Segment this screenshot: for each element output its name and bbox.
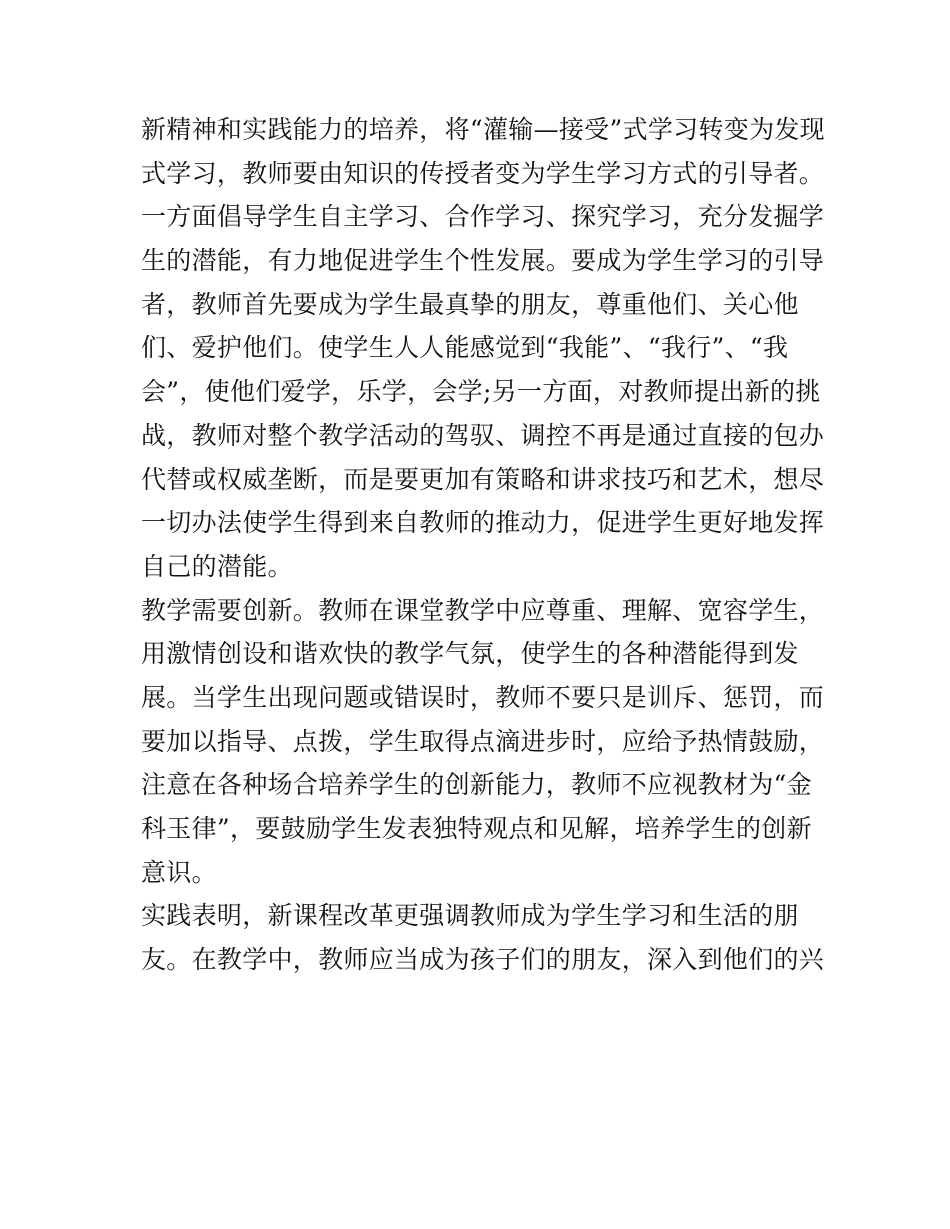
text-line: 式学习，教师要由知识的传授者变为学生学习方式的引导者。 xyxy=(141,158,825,188)
text-line: 新精神和实践能力的培养，将“灌输—接受”式学习转变为发现 xyxy=(141,115,825,144)
text-line: 展。当学生出现问题或错误时，教师不要只是训斥、惩罚，而 xyxy=(141,682,825,712)
text-line: 注意在各种场合培养学生的创新能力，教师不应视教材为“金 xyxy=(141,770,812,800)
text-line: 自己的潜能。 xyxy=(141,551,293,581)
text-line: 科玉律”，要鼓励学生发表独特观点和见解，培养学生的创新 xyxy=(141,814,812,843)
text-line: 教学需要创新。教师在课堂教学中应尊重、理解、宽容学生， xyxy=(141,595,825,625)
text-line: 意识。 xyxy=(141,857,217,887)
text-line: 友。在教学中，教师应当成为孩子们的朋友，深入到他们的兴 xyxy=(141,945,825,975)
text-line: 们、爱护他们。使学生人人能感觉到“我能”、“我行”、“我 xyxy=(141,333,789,363)
text-line: 要加以指导、点拨，学生取得点滴进步时，应给予热情鼓励， xyxy=(141,726,825,756)
text-line: 实践表明，新课程改革更强调教师成为学生学习和生活的朋 xyxy=(141,901,799,931)
text-line: 用激情创设和谐欢快的教学气氛，使学生的各种潜能得到发 xyxy=(141,639,799,669)
text-line: 生的潜能，有力地促进学生个性发展。要成为学生学习的引导 xyxy=(141,246,825,276)
text-line: 会”，使他们爱学，乐学，会学;另一方面，对教师提出新的挑 xyxy=(141,377,821,407)
text-line: 者，教师首先要成为学生最真挚的朋友，尊重他们、关心他 xyxy=(141,289,799,319)
body-text xyxy=(141,108,841,982)
text-line: 一切办法使学生得到来自教师的推动力，促进学生更好地发挥 xyxy=(141,508,825,538)
text-line: 战，教师对整个教学活动的驾驭、调控不再是通过直接的包办 xyxy=(141,420,825,450)
text-line: 代替或权威垄断，而是要更加有策略和讲求技巧和艺术，想尽 xyxy=(141,464,825,494)
text-line: 一方面倡导学生自主学习、合作学习、探究学习，充分发掘学 xyxy=(141,202,825,232)
